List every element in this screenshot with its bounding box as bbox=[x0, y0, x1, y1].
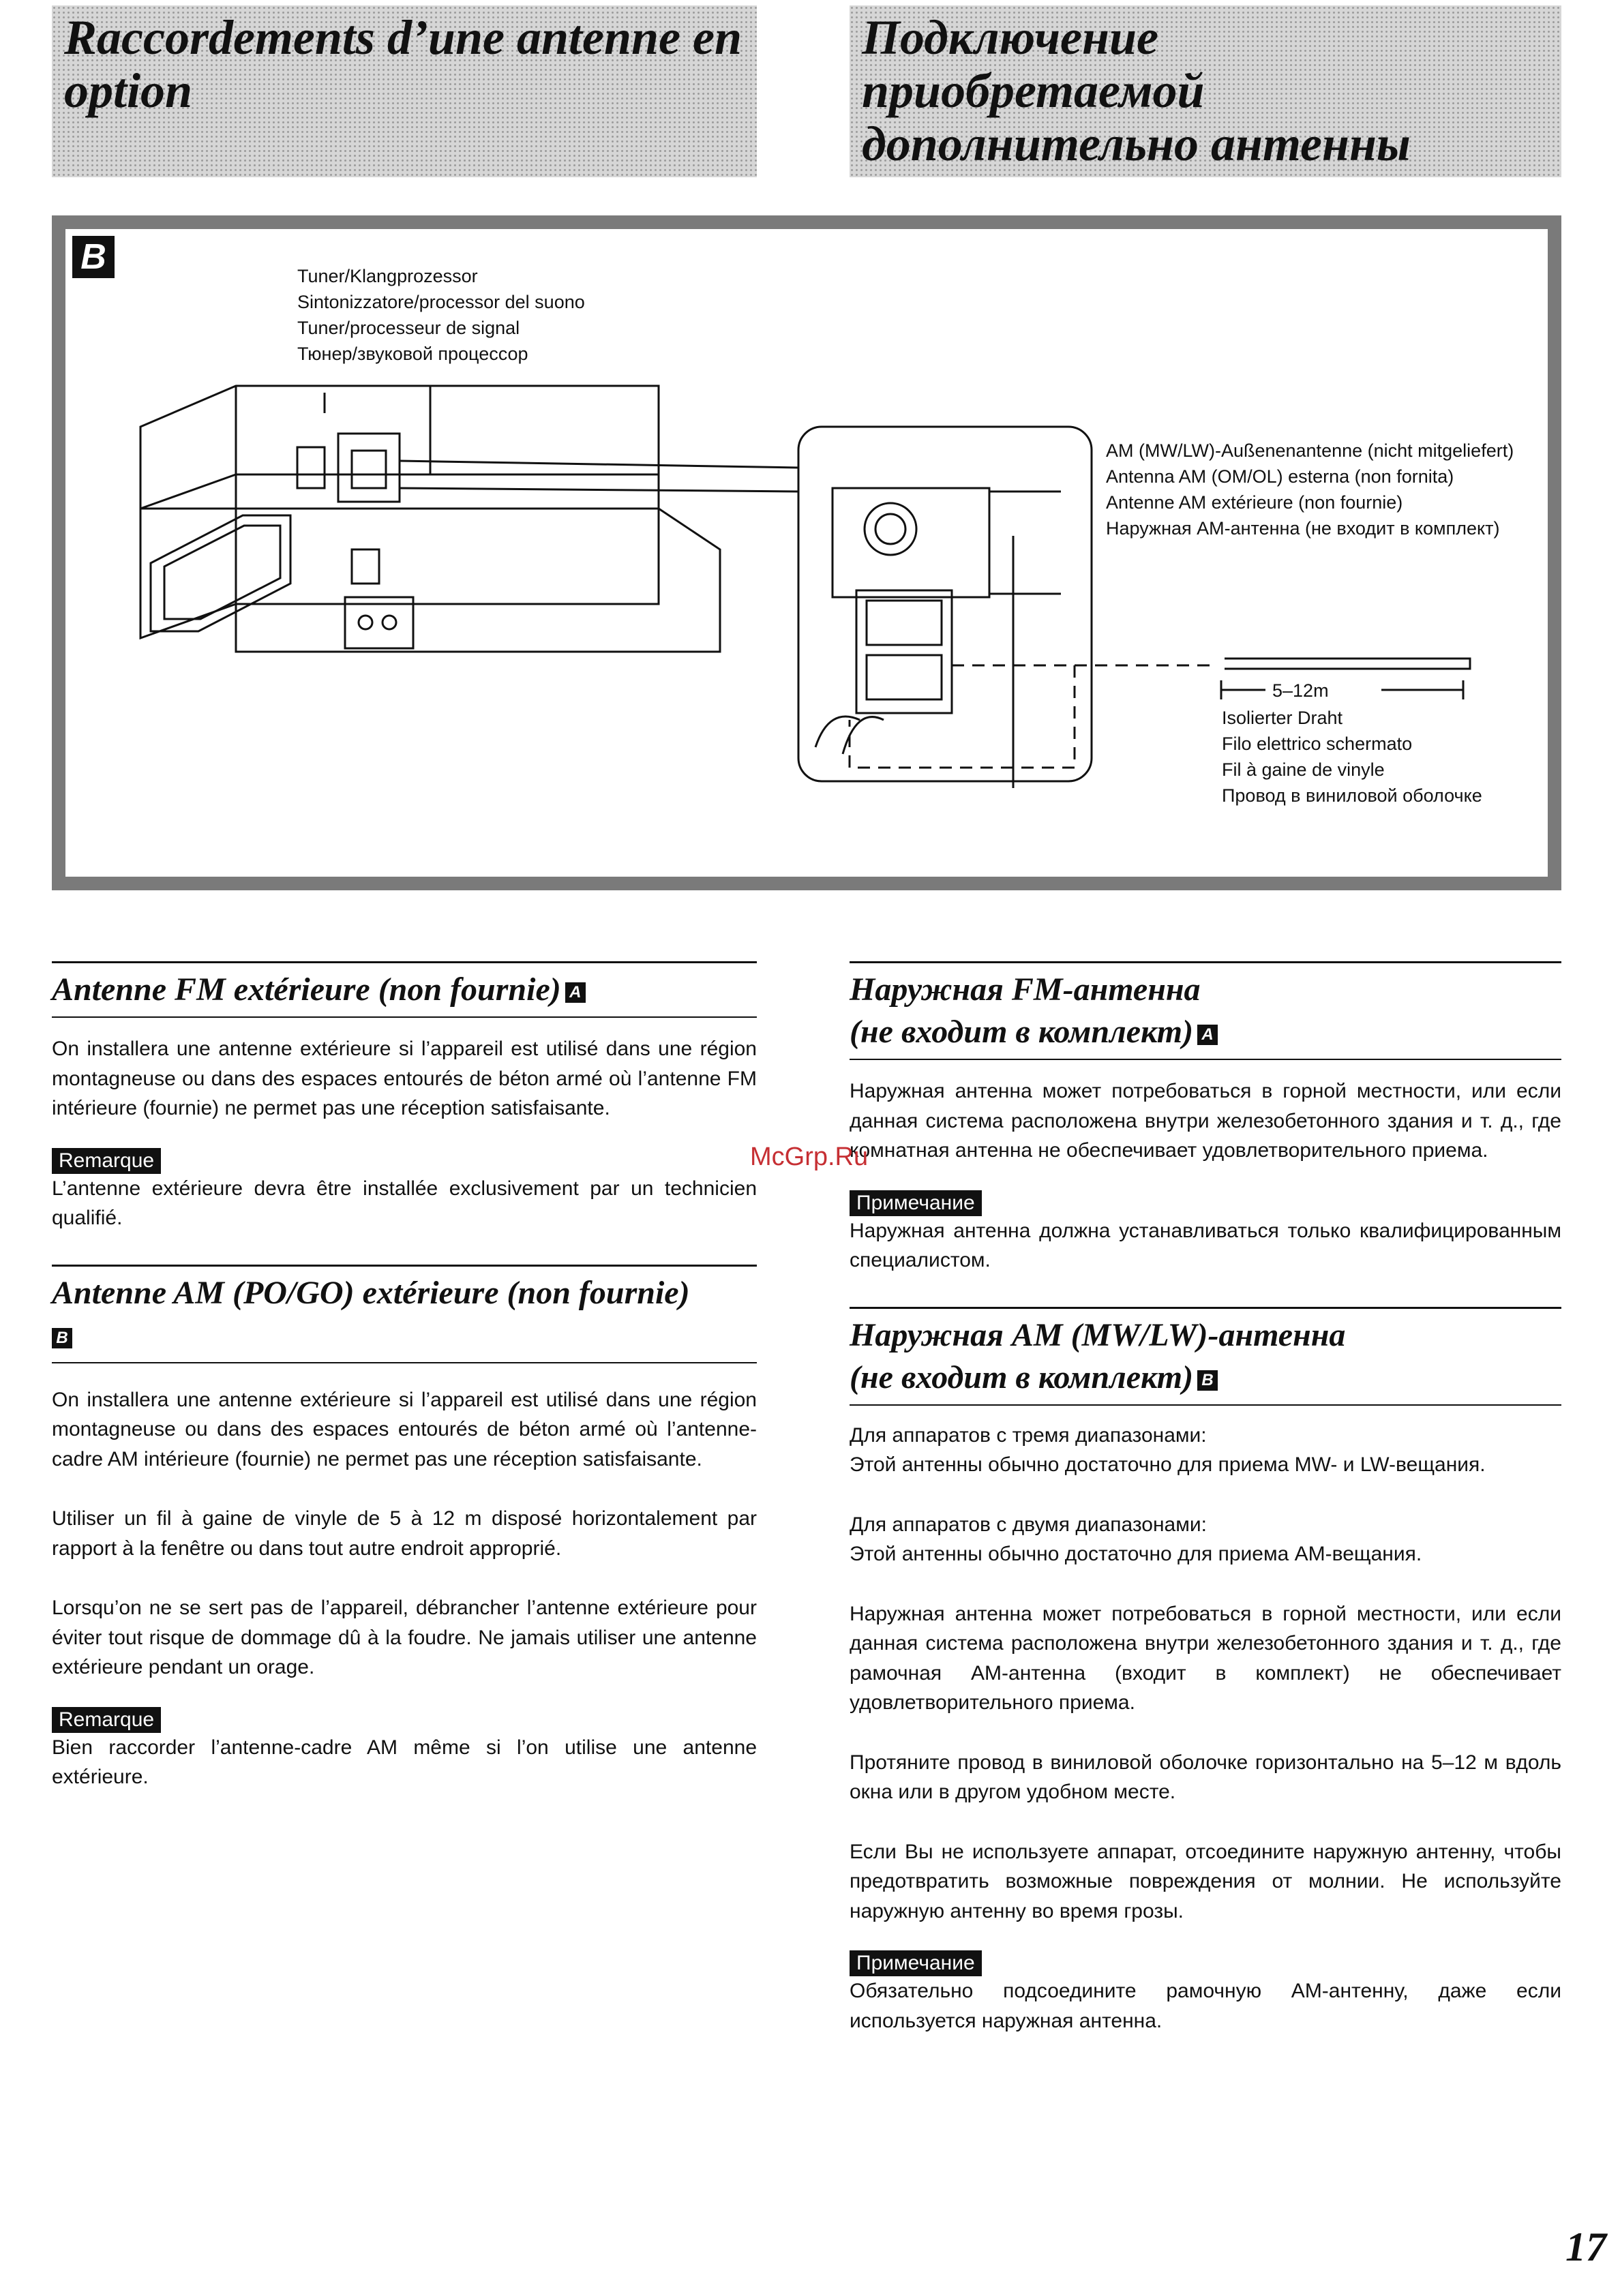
tuner-label-fr: Tuner/processeur de signal bbox=[297, 318, 520, 338]
wire-label bbox=[1222, 705, 1482, 809]
am-text-ru-1b: Этой антенны обычно достаточно для приема MW- и LW-вещания. bbox=[850, 1453, 1486, 1476]
section-title-am-fr bbox=[52, 1265, 757, 1363]
wire-label-fr: Fil à gaine de vinyle bbox=[1222, 759, 1385, 780]
am-text-ru-1a: Для аппаратов с тремя диапазонами: bbox=[850, 1423, 1207, 1447]
am-text-ru-3: Наружная антенна может потребоваться в горной местности, или если данная система расположена внутри железобетонного здания и т. д., где рамочная АМ-антенна (входит в комплект) не обеспечивает удовлетворительного приема. bbox=[850, 1602, 1561, 1714]
tuner-label-it: Sintonizzatore/processor del suono bbox=[297, 292, 585, 312]
am-text-ru-2a: Для аппаратов с двумя диапазонами: bbox=[850, 1513, 1207, 1536]
page-number: 17 bbox=[1565, 2224, 1606, 2269]
note-tag-fm-ru: Примечание bbox=[850, 1190, 982, 1216]
section-title-am-fr-text: Antenne AM (PO/GO) extérieure (non fournie) bbox=[52, 1274, 690, 1311]
fm-text-fr: On installera une antenne extérieure si l’appareil est utilisé dans une région montagneuse ou dans des espaces entourés de béton armé où l’antenne FM intérieure (fournie) ne permet pas une réception satisfaisante. bbox=[52, 1038, 757, 1119]
length-label: 5–12m bbox=[1272, 680, 1329, 701]
fm-note-ru: Наружная антенна должна устанавливаться только квалифицированным специалистом. bbox=[850, 1219, 1561, 1271]
figure-b bbox=[52, 215, 1561, 890]
am-text-ru-5: Если Вы не используете аппарат, отсоедините наружную антенну, чтобы предотвратить возможные повреждения от молнии. Не используйте наружную антенну во время грозы. bbox=[850, 1840, 1561, 1922]
am-note-ru: Обязательно подсоедините рамочную АМ-антенну, даже если используется наружная антенна. bbox=[850, 1980, 1561, 2032]
am-text-fr-3: Lorsqu’on ne se sert pas de l’appareil, débrancher l’antenne extérieure pour éviter tout risque de dommage dû à la foudre. Ne jamais utiliser une antenne extérieure pendant un orage. bbox=[52, 1597, 757, 1678]
note-tag-am-fr: Remarque bbox=[52, 1707, 161, 1733]
watermark: McGrp.Ru bbox=[750, 1143, 869, 1171]
section-title-fm-ru-line2: (не входит в комплект) bbox=[850, 1014, 1194, 1050]
am-text-fr-1: On installera une antenne extérieure si l’appareil est utilisé dans une région montagneuse ou dans des espaces entourés de béton armé où l’antenne-cadre AM intérieure (fournie) ne permet pas une réception satisfaisante. bbox=[52, 1388, 757, 1470]
fm-text-ru: Наружная антенна может потребоваться в горной местности, или если данная система расположена внутри железобетонного здания и т. д., где комнатная антенна не обеспечивает удовлетворительного приема. bbox=[850, 1080, 1561, 1162]
badge-b: B bbox=[52, 1328, 72, 1348]
wire-label-de: Isolierter Draht bbox=[1222, 708, 1343, 728]
am-note-fr: Bien raccorder l’antenne-cadre AM même si l’on utilise une antenne extérieure. bbox=[52, 1736, 757, 1788]
tuner-label-ru: Тюнер/звуковой процессор bbox=[297, 344, 528, 364]
antenna-label-it: Antenna AM (OM/OL) esterna (non fornita) bbox=[1106, 466, 1454, 487]
note-tag-fm-fr: Remarque bbox=[52, 1148, 161, 1174]
section-title-fm-ru-line1: Наружная FM-антенна bbox=[850, 971, 1201, 1008]
section-title-am-ru-line2: (не входит в комплект) bbox=[850, 1359, 1194, 1395]
badge-a: A bbox=[565, 982, 586, 1003]
column-fr bbox=[52, 961, 757, 1792]
am-text-ru-4: Протяните провод в виниловой оболочке горизонтально на 5–12 м вдоль окна или в другом удобном месте. bbox=[850, 1751, 1561, 1803]
figure-badge: B bbox=[72, 236, 115, 278]
tuner-label bbox=[297, 263, 585, 367]
antenna-label-de: AM (MW/LW)-Außenenantenne (nicht mitgeliefert) bbox=[1106, 440, 1514, 461]
antenna-label bbox=[1106, 438, 1514, 541]
title-ru: Подключение приобретаемой дополнительно антенны bbox=[862, 10, 1411, 171]
wire-label-it: Filo elettrico schermato bbox=[1222, 734, 1413, 754]
tuner-label-de: Tuner/Klangprozessor bbox=[297, 266, 478, 286]
section-title-fm-fr bbox=[52, 961, 757, 1018]
am-text-fr-2: Utiliser un fil à gaine de vinyle de 5 à 12 m disposé horizontalement par rapport à la fenêtre ou dans tout autre endroit approprié. bbox=[52, 1507, 757, 1560]
wire-label-ru: Провод в виниловой оболочке bbox=[1222, 785, 1482, 806]
section-title-fm-fr-text: Antenne FM extérieure (non fournie) bbox=[52, 971, 561, 1008]
title-fr: Raccordements d’une antenne en option bbox=[64, 10, 742, 118]
note-tag-am-ru: Примечание bbox=[850, 1950, 982, 1976]
antenna-label-fr: Antenne AM extérieure (non fournie) bbox=[1106, 492, 1403, 513]
section-title-am-ru-line1: Наружная AM (MW/LW)-антенна bbox=[850, 1316, 1346, 1353]
section-title-am-ru bbox=[850, 1307, 1561, 1406]
column-ru bbox=[850, 961, 1561, 2036]
antenna-label-ru: Наружная АМ-антенна (не входит в комплект) bbox=[1106, 518, 1500, 539]
badge-a-ru: A bbox=[1197, 1025, 1218, 1045]
am-text-ru-2b: Этой антенны обычно достаточно для приема АМ-вещания. bbox=[850, 1543, 1422, 1565]
badge-b-ru: B bbox=[1197, 1370, 1218, 1391]
fm-note-fr: L’antenne extérieure devra être installée exclusivement par un technicien qualifié. bbox=[52, 1177, 757, 1229]
title-box-ru bbox=[850, 5, 1561, 177]
section-title-fm-ru bbox=[850, 961, 1561, 1060]
title-box-fr bbox=[52, 5, 757, 177]
